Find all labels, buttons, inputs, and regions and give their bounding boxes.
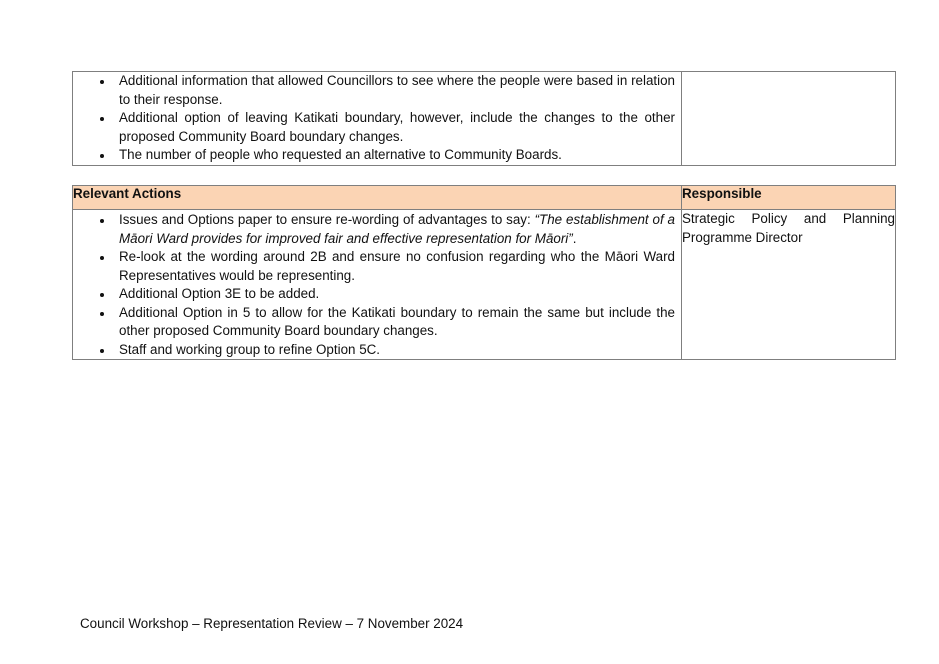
list-item: Re-look at the wording around 2B and ensure no confusion regarding who the Māori Ward Representatives would be representing. bbox=[119, 248, 675, 285]
relevant-actions-header: Relevant Actions bbox=[73, 186, 682, 210]
list-item: Additional option of leaving Katikati boundary, however, include the changes to the other proposed Community Board boundary changes. bbox=[119, 109, 675, 146]
table-row bbox=[73, 72, 896, 166]
table-row bbox=[73, 210, 896, 360]
empty-side-cell bbox=[682, 72, 896, 166]
list-item: Additional Option 3E to be added. bbox=[119, 285, 675, 304]
actions-cell bbox=[73, 210, 682, 360]
action-quote: “The establishment of a Māori Ward provides for improved fair and effective representation for Māori” bbox=[119, 212, 675, 246]
action-text: Issues and Options paper to ensure re-wording of advantages to say: bbox=[119, 212, 535, 227]
responsible-header: Responsible bbox=[682, 186, 896, 210]
list-item: Additional information that allowed Councillors to see where the people were based in relation to their response. bbox=[119, 72, 675, 109]
actions-bullet-list bbox=[73, 210, 681, 359]
responsible-cell: Strategic Policy and Planning Programme Director bbox=[682, 210, 896, 360]
requests-bullet-list bbox=[73, 72, 681, 165]
table-header-row bbox=[73, 186, 896, 210]
requests-cell bbox=[73, 72, 682, 166]
list-item: The number of people who requested an alternative to Community Boards. bbox=[119, 146, 675, 165]
page-footer: Council Workshop – Representation Review – 7 November 2024 bbox=[80, 616, 464, 631]
list-item: Additional Option in 5 to allow for the Katikati boundary to remain the same but include the other proposed Community Board boundary changes. bbox=[119, 304, 675, 341]
list-item: Staff and working group to refine Option 5C. bbox=[119, 341, 675, 360]
list-item bbox=[119, 211, 675, 248]
relevant-actions-table bbox=[72, 185, 896, 360]
action-text-end: . bbox=[572, 230, 577, 246]
previous-requests-table bbox=[72, 71, 896, 166]
